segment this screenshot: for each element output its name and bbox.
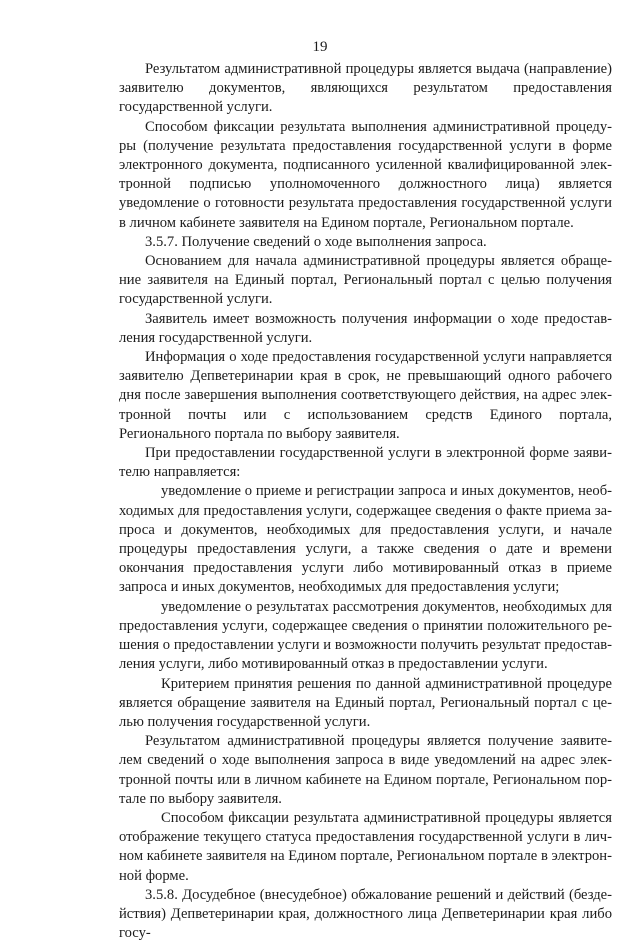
paragraph: Заявитель имеет возможность получения информации о ходе предоставления государственной услуги.: [119, 310, 612, 346]
list-item: уведомление о приеме и регистрации запроса и иных документов, необходимых для предоставления услуги, содержащее сведения о факте приема запроса и документов, необходимых для предоставления услуги, и начале процедуры предоставления услуги, а также сведения о дате и времени окончания предоставления услуги либо мотивированный отказ в приеме запроса и иных документов, необходимых для предоставления услуги;: [119, 483, 612, 596]
section-heading-3-5-7: 3.5.7. Получение сведений о ходе выполнения запроса.: [145, 233, 487, 250]
paragraph: Критерием принятия решения по данной административной процедуре является обращение заявителя на Единый портал, Региональный портал с целью получения государственной услуги.: [119, 675, 612, 730]
paragraph: Способом фиксации результата выполнения административной процедуры (получение результата предоставления государственной услуги в форме электронного документа, подписанного усиленной квалифицированной электронной подписью уполномоченного должностного лица) является уведомление о готовности результата предоставления государственной услуги в личном кабинете заявителя на Едином портале, Региональном портале.: [119, 118, 612, 231]
page-number: 19: [312, 39, 328, 55]
page-body: [119, 60, 612, 943]
section-heading-3-5-8: 3.5.8. Досудебное (внесудебное) обжалование решений и действий (бездействия) Депветеринарии края, должностного лица Депветеринарии края либо госу-: [119, 886, 612, 942]
paragraph: Основанием для начала административной процедуры является обращение заявителя на Единый портал, Региональный портал с целью получения государственной услуги.: [119, 253, 612, 308]
paragraph: Результатом административной процедуры является получение заявителем сведений о ходе выполнения запроса в виде уведомлений на адрес электронной почты или в личном кабинете на Едином портале, Региональном портале по выбору заявителя.: [119, 733, 612, 807]
paragraph: Способом фиксации результата административной процедуры является отображение текущего статуса предоставления государственной услуги в личном кабинете заявителя на Едином портале, Региональном портале в электронной форме.: [119, 809, 612, 884]
paragraph: Результатом административной процедуры является выдача (направление) заявителю документов, являющихся результатом предоставления государственной услуги.: [119, 61, 612, 116]
paragraph: При предоставлении государственной услуги в электронной форме заявителю направляется:: [119, 445, 612, 481]
list-item: уведомление о результатах рассмотрения документов, необходимых для предоставления услуги, содержащее сведения о принятии положительного решения о предоставлении услуги и возможности получить результат предоставления услуги, либо мотивированный отказ в предоставлении услуги.: [119, 598, 612, 673]
paragraph: Информация о ходе предоставления государственной услуги направляется заявителю Депветеринарии края в срок, не превышающий одного рабочего дня после завершения выполнения соответствующего действия, на адрес электронной почты или с использованием средств Единого портала, Регионального портала по выбору заявителя.: [119, 349, 612, 442]
